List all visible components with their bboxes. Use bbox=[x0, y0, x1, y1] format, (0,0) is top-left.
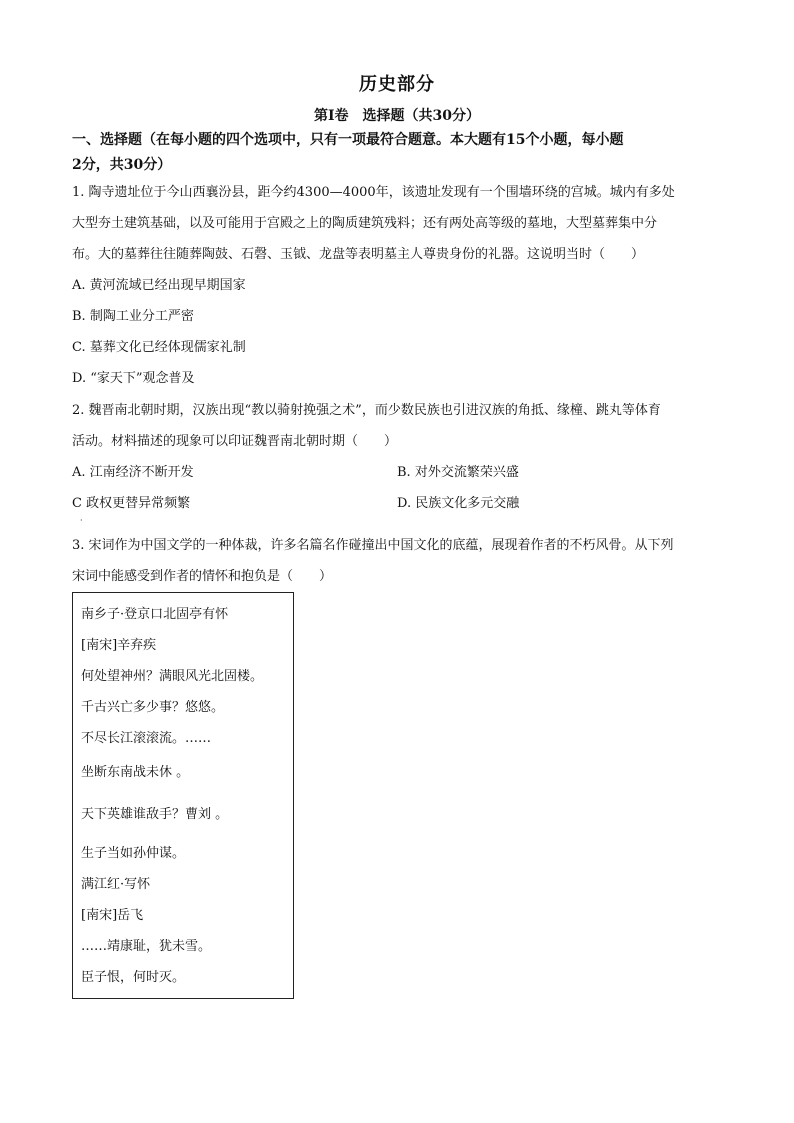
question-1-text-line-1: 1. 陶寺遗址位于今山西襄汾县，距今约4300—4000年，该遗址发现有一个围墙环绕的宫城。城内有多处 bbox=[72, 185, 675, 200]
poem-box bbox=[72, 592, 294, 999]
poem-line: 满江红·写怀 bbox=[81, 877, 151, 892]
question-2-text-line-2: 活动。材料描述的现象可以印证魏晋南北朝时期（ ） bbox=[72, 434, 398, 449]
question-2-option-a: A. 江南经济不断开发 bbox=[72, 465, 194, 480]
poem-line: 臣子恨，何时灭。 bbox=[81, 970, 186, 985]
section-subtitle: 第Ⅰ卷 选择题（共30分） bbox=[313, 108, 481, 124]
poem-line: 生子当如孙仲谋。 bbox=[81, 846, 186, 861]
poem-line: 南乡子·登京口北固亭有怀 bbox=[81, 607, 229, 622]
question-1-text-line-2: 大型夯土建筑基础，以及可能用于宫殿之上的陶质建筑残料；还有两处高等级的墓地，大型墓葬集中分 bbox=[72, 216, 658, 231]
question-1-option-c: C. 墓葬文化已经体现儒家礼制 bbox=[72, 340, 246, 355]
page-title: 历史部分 bbox=[359, 74, 435, 95]
question-1-text-line-3: 布。大的墓葬往往随葬陶鼓、石磬、玉钺、龙盘等表明墓主人尊贵身份的礼器。这说明当时（ ） bbox=[72, 247, 645, 262]
poem-line: 何处望神州？满眼风光北固楼。 bbox=[81, 669, 264, 684]
poem-line: [南宋]岳飞 bbox=[81, 908, 144, 923]
section-heading-line-2: 2分，共30分） bbox=[72, 157, 172, 173]
question-3-text-line-2: 宋词中能感受到作者的情怀和抱负是（ ） bbox=[72, 569, 333, 584]
question-2-option-b: B. 对外交流繁荣兴盛 bbox=[397, 465, 519, 480]
poem-line: 千古兴亡多少事？悠悠。 bbox=[81, 700, 225, 715]
question-2-text-line-1: 2. 魏晋南北朝时期，汉族出现“教以骑射挽强之术”，而少数民族也引进汉族的角抵、缘橦、跳丸等体育 bbox=[72, 403, 661, 418]
question-1-option-d: D. “家天下”观念普及 bbox=[72, 371, 195, 386]
stray-mark: · bbox=[80, 516, 83, 525]
question-1-option-b: B. 制陶工业分工严密 bbox=[72, 309, 194, 324]
question-1-option-a: A. 黄河流域已经出现早期国家 bbox=[72, 278, 246, 293]
poem-line: 不尽长江滚滚流。…… bbox=[81, 731, 212, 746]
question-2-option-c: C 政权更替异常频繁 bbox=[72, 496, 191, 511]
question-3-text-line-1: 3. 宋词作为中国文学的一种体裁，许多名篇名作碰撞出中国文化的底蕴，展现着作者的不朽风骨。从下列 bbox=[72, 538, 674, 553]
poem-line: 坐断东南战未休 。 bbox=[81, 765, 190, 780]
poem-line: ……靖康耻，犹未雪。 bbox=[81, 939, 212, 954]
poem-line: 天下英雄谁敌手？曹刘 。 bbox=[81, 807, 229, 822]
section-heading-line-1: 一、选择题（在每小题的四个选项中，只有一项最符合题意。本大题有15个小题，每小题 bbox=[72, 132, 624, 148]
question-2-option-d: D. 民族文化多元交融 bbox=[397, 496, 520, 511]
poem-line: [南宋]辛弃疾 bbox=[81, 638, 157, 653]
